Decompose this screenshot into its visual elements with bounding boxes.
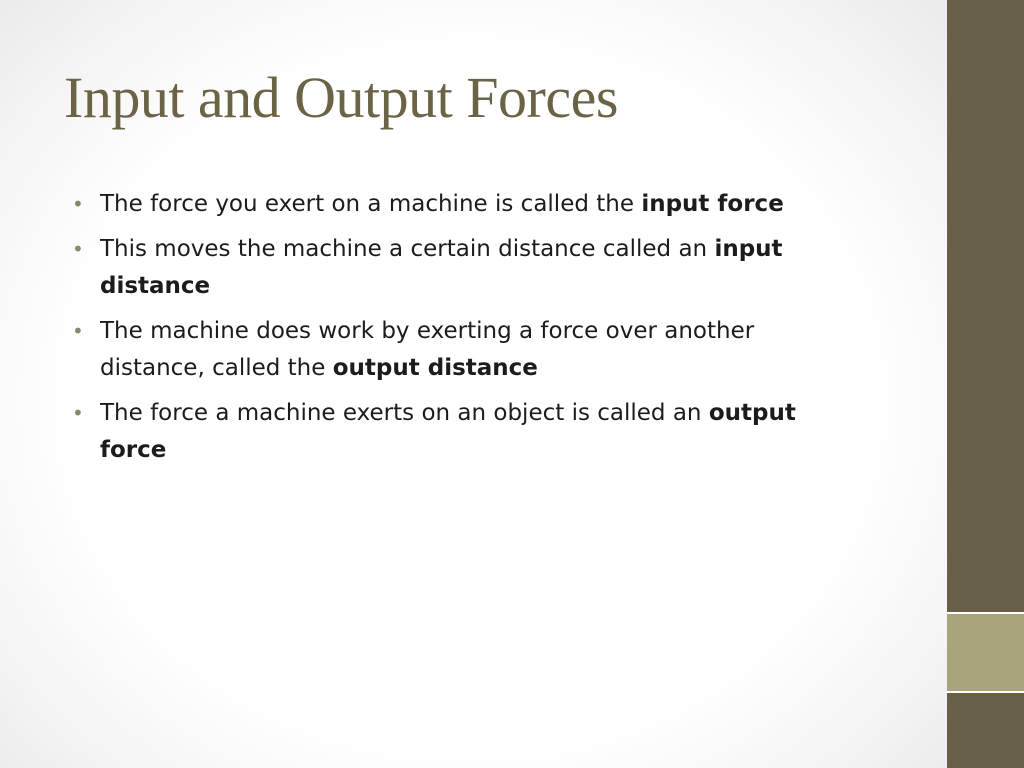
bullet-text: The machine does work by exerting a force over another distance, called the — [100, 318, 755, 381]
bullet-key-term: input force — [641, 191, 784, 217]
bullet-dot-icon: • — [72, 192, 84, 216]
bullet-text: This moves the machine a certain distance called an — [100, 236, 715, 262]
bullet-text: The force you exert on a machine is called the — [100, 191, 642, 217]
bullet-key-term: input distance — [100, 236, 783, 299]
bullet-item — [70, 313, 860, 387]
bullet-item — [70, 395, 860, 469]
bullet-item — [70, 186, 860, 223]
bullet-dot-icon: • — [72, 319, 84, 343]
slide-title: Input and Output Forces — [64, 65, 618, 130]
bullet-text: The force a machine exerts on an object is called an — [100, 400, 709, 426]
bullet-item — [70, 231, 860, 305]
side-bar-divider — [947, 691, 1024, 693]
bullet-key-term: output distance — [332, 355, 538, 381]
side-bar-accent-block — [947, 614, 1024, 691]
bullet-list — [70, 186, 860, 477]
bullet-dot-icon: • — [72, 401, 84, 425]
bullet-key-term: output force — [100, 400, 796, 463]
bullet-dot-icon: • — [72, 237, 84, 261]
